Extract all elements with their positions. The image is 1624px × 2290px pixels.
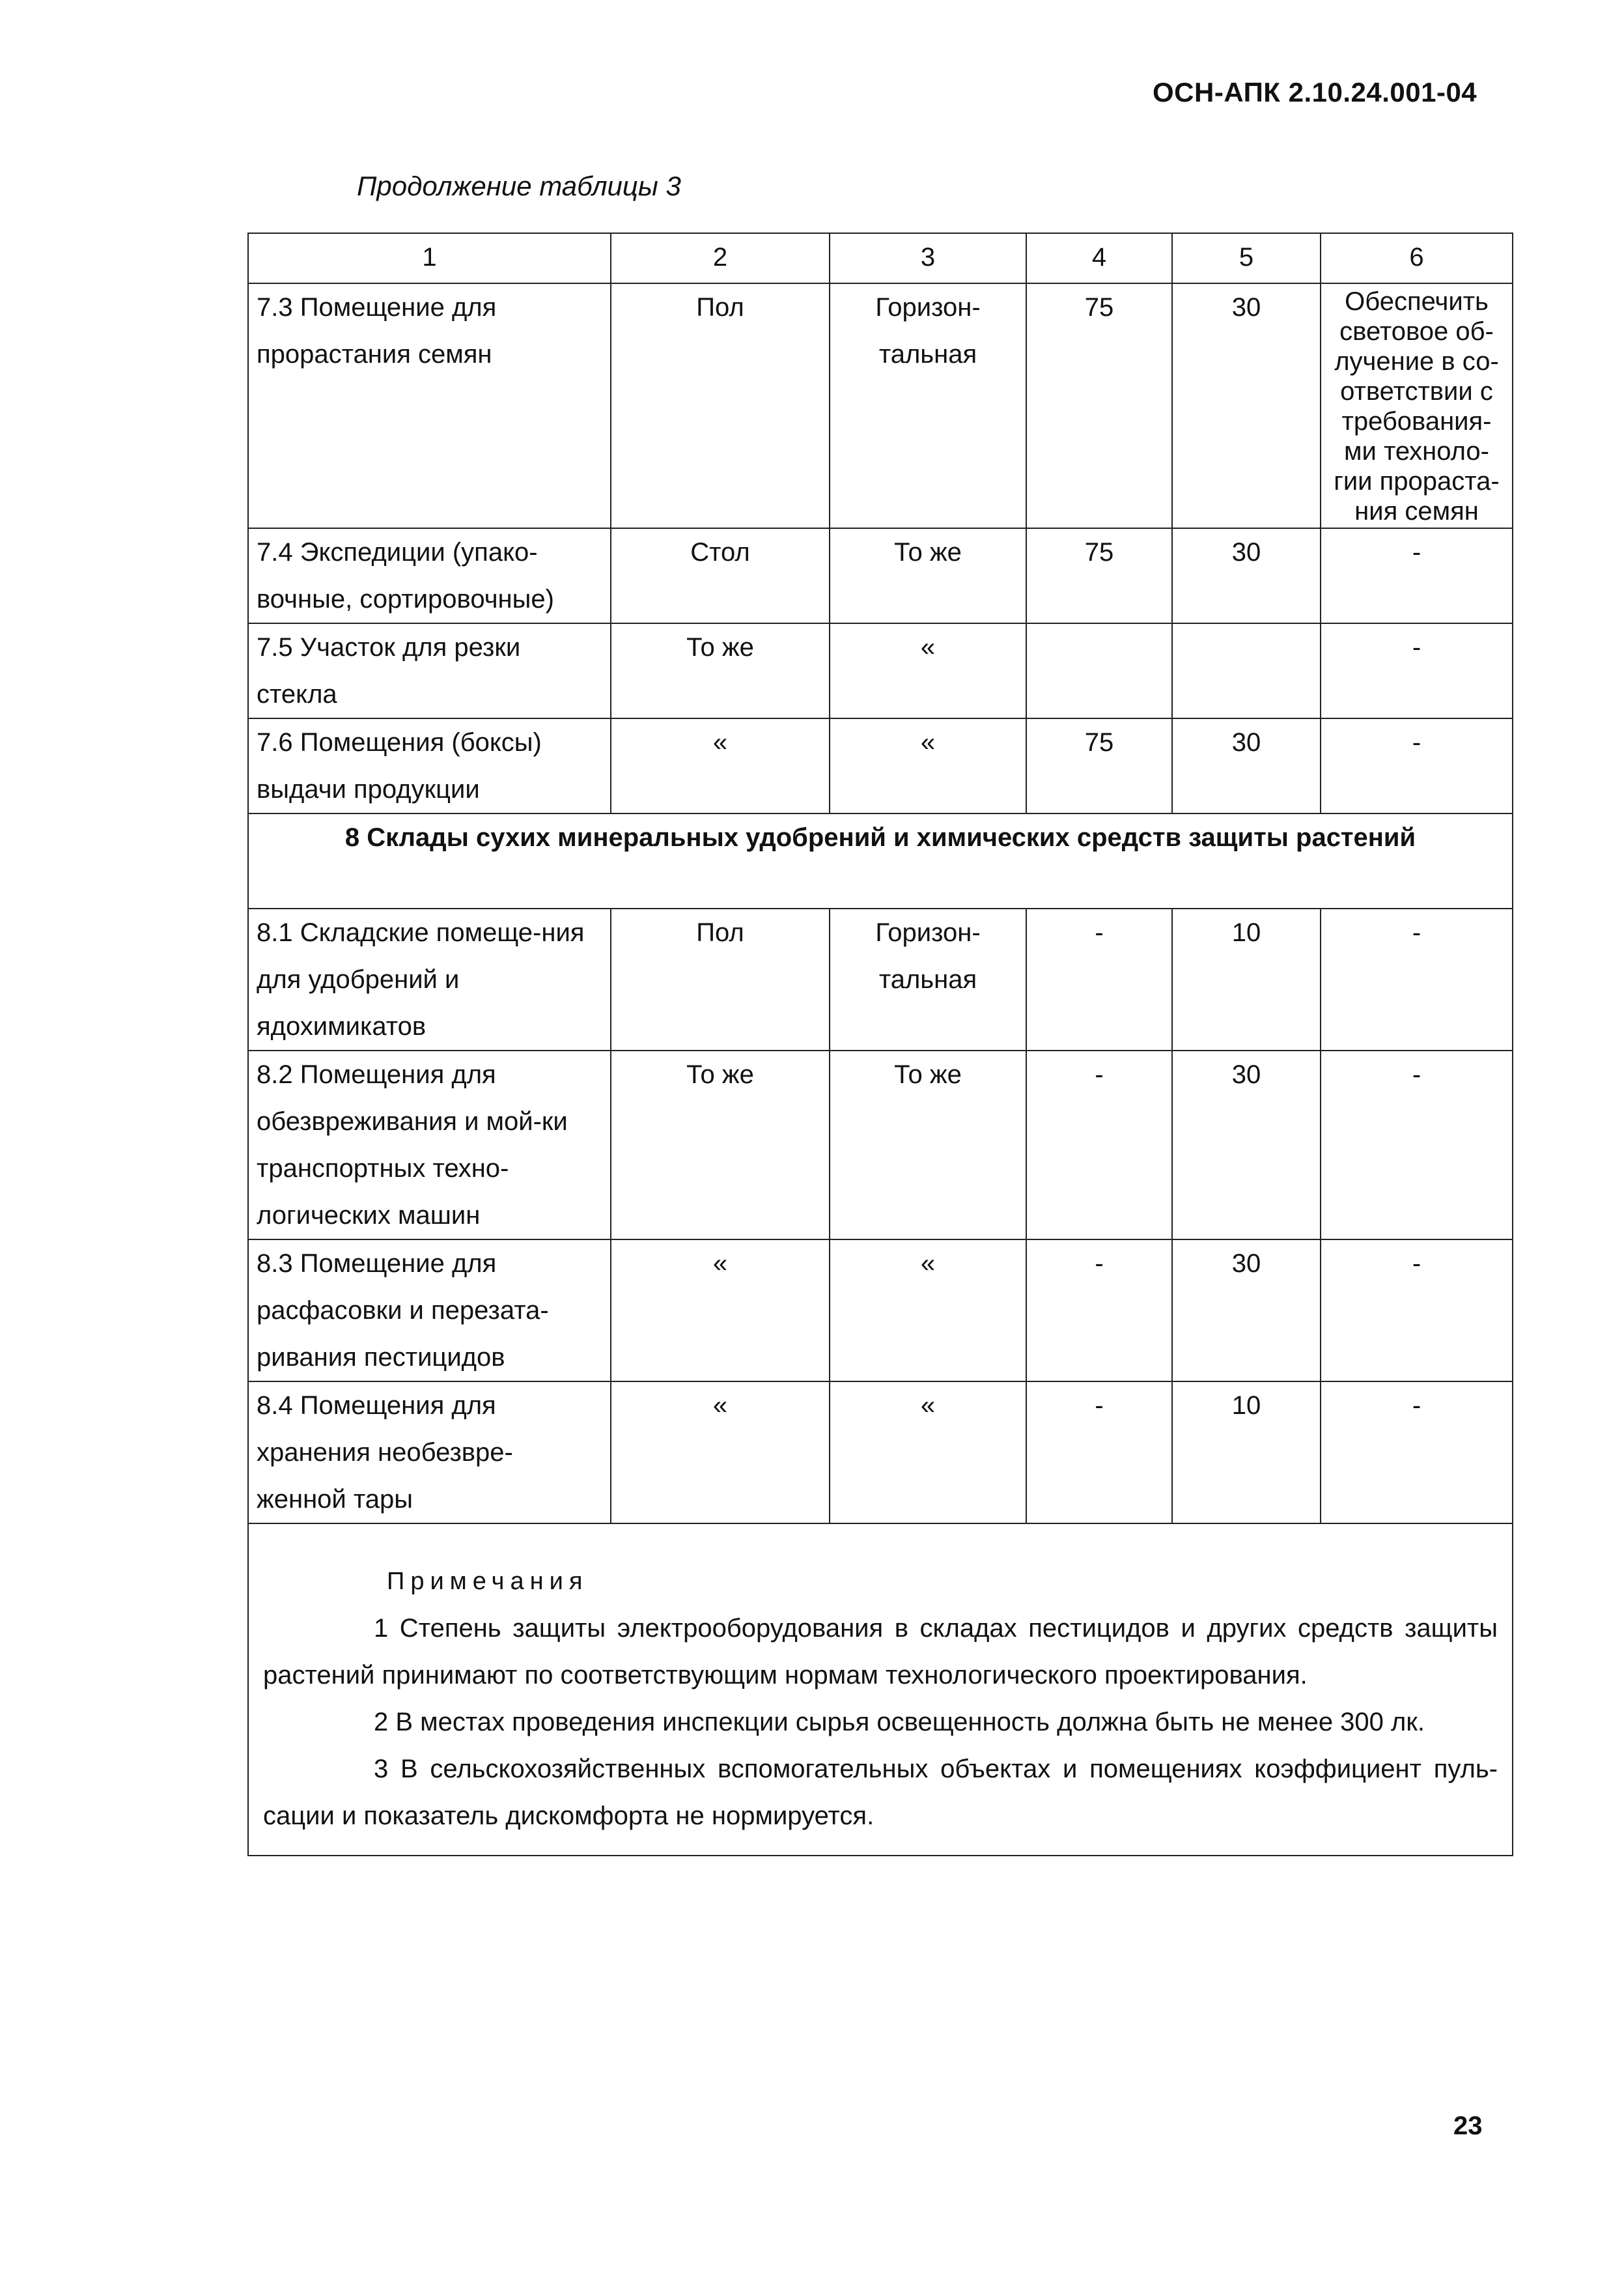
document-code: ОСН-АПК 2.10.24.001-04 <box>1153 77 1477 107</box>
column-header: 5 <box>1172 233 1321 283</box>
note-cell: - <box>1321 718 1513 813</box>
note-cell: - <box>1321 623 1513 718</box>
work-surface: « <box>611 1381 830 1523</box>
note-cell: - <box>1321 909 1513 1051</box>
value-col5: 30 <box>1172 1051 1321 1239</box>
plane: « <box>830 1381 1026 1523</box>
note-item: 2 В местах проведения инспекции сырья освещенность должна быть не менее 300 лк. <box>374 1708 1425 1736</box>
plane: « <box>830 718 1026 813</box>
room-name: 8.3 Помещение для расфасовки и перезата-ривания пестицидов <box>248 1239 611 1381</box>
plane: « <box>830 623 1026 718</box>
note-cell: Обеспечить световое об-лучение в со-ответствии с требования-ми техноло-гии прораста-ния семян <box>1321 283 1513 528</box>
work-surface: То же <box>611 1051 830 1239</box>
column-header: 1 <box>248 233 611 283</box>
value-col5: 10 <box>1172 1381 1321 1523</box>
value-col5: 30 <box>1172 283 1321 528</box>
value-col4: 75 <box>1026 283 1172 528</box>
page-number: 23 <box>1453 2112 1483 2140</box>
column-header: 6 <box>1321 233 1513 283</box>
value-col5: 30 <box>1172 1239 1321 1381</box>
plane: « <box>830 1239 1026 1381</box>
note-item: 1 Степень защиты электрооборудования в складах пестицидов и других средств защиты растений принимают по соответствующим нормам технологического проектирования. <box>263 1614 1498 1689</box>
note-item: 3 В сельскохозяйственных вспомогательных объектах и помещениях коэффициент пуль-сации и показатель дискомфорта не нормируется. <box>263 1755 1498 1830</box>
value-col5 <box>1172 623 1321 718</box>
column-header: 2 <box>611 233 830 283</box>
table-caption: Продолжение таблицы 3 <box>357 171 681 201</box>
illumination-table <box>247 233 1513 1856</box>
plane: То же <box>830 1051 1026 1239</box>
value-col4 <box>1026 623 1172 718</box>
column-header: 3 <box>830 233 1026 283</box>
table-row <box>248 1239 1513 1381</box>
value-col5: 30 <box>1172 718 1321 813</box>
plane: Горизон-тальная <box>830 909 1026 1051</box>
room-name: 7.4 Экспедиции (упако-вочные, сортировочные) <box>248 528 611 623</box>
note-cell: - <box>1321 1239 1513 1381</box>
note-cell: - <box>1321 1381 1513 1523</box>
room-name: 8.4 Помещения для хранения необезвре-женной тары <box>248 1381 611 1523</box>
room-name: 7.3 Помещение для прорастания семян <box>248 283 611 528</box>
note-cell: - <box>1321 528 1513 623</box>
work-surface: « <box>611 1239 830 1381</box>
table-row <box>248 623 1513 718</box>
notes-block <box>248 1523 1513 1856</box>
note-cell: - <box>1321 1051 1513 1239</box>
work-surface: « <box>611 718 830 813</box>
room-name: 7.5 Участок для резки стекла <box>248 623 611 718</box>
table-row <box>248 528 1513 623</box>
value-col4: - <box>1026 909 1172 1051</box>
work-surface: То же <box>611 623 830 718</box>
room-name: 7.6 Помещения (боксы) выдачи продукции <box>248 718 611 813</box>
value-col5: 30 <box>1172 528 1321 623</box>
table-row <box>248 1381 1513 1523</box>
table-row <box>248 909 1513 1051</box>
work-surface: Пол <box>611 283 830 528</box>
work-surface: Пол <box>611 909 830 1051</box>
plane: Горизон-тальная <box>830 283 1026 528</box>
table-header-row <box>248 233 1513 283</box>
value-col4: 75 <box>1026 528 1172 623</box>
column-header: 4 <box>1026 233 1172 283</box>
work-surface: Стол <box>611 528 830 623</box>
value-col4: 75 <box>1026 718 1172 813</box>
value-col4: - <box>1026 1381 1172 1523</box>
notes-heading: Примечания <box>387 1568 589 1595</box>
section-row <box>248 813 1513 909</box>
table-row <box>248 1051 1513 1239</box>
table-row <box>248 718 1513 813</box>
table-row <box>248 283 1513 528</box>
notes-row <box>248 1523 1513 1856</box>
plane: То же <box>830 528 1026 623</box>
value-col4: - <box>1026 1051 1172 1239</box>
room-name: 8.1 Складские помеще-ния для удобрений и ядохимикатов <box>248 909 611 1051</box>
room-name: 8.2 Помещения для обезвреживания и мой-ки транспортных техно-логических машин <box>248 1051 611 1239</box>
value-col4: - <box>1026 1239 1172 1381</box>
section-title: 8 Склады сухих минеральных удобрений и химических средств защиты растений <box>248 813 1513 909</box>
value-col5: 10 <box>1172 909 1321 1051</box>
